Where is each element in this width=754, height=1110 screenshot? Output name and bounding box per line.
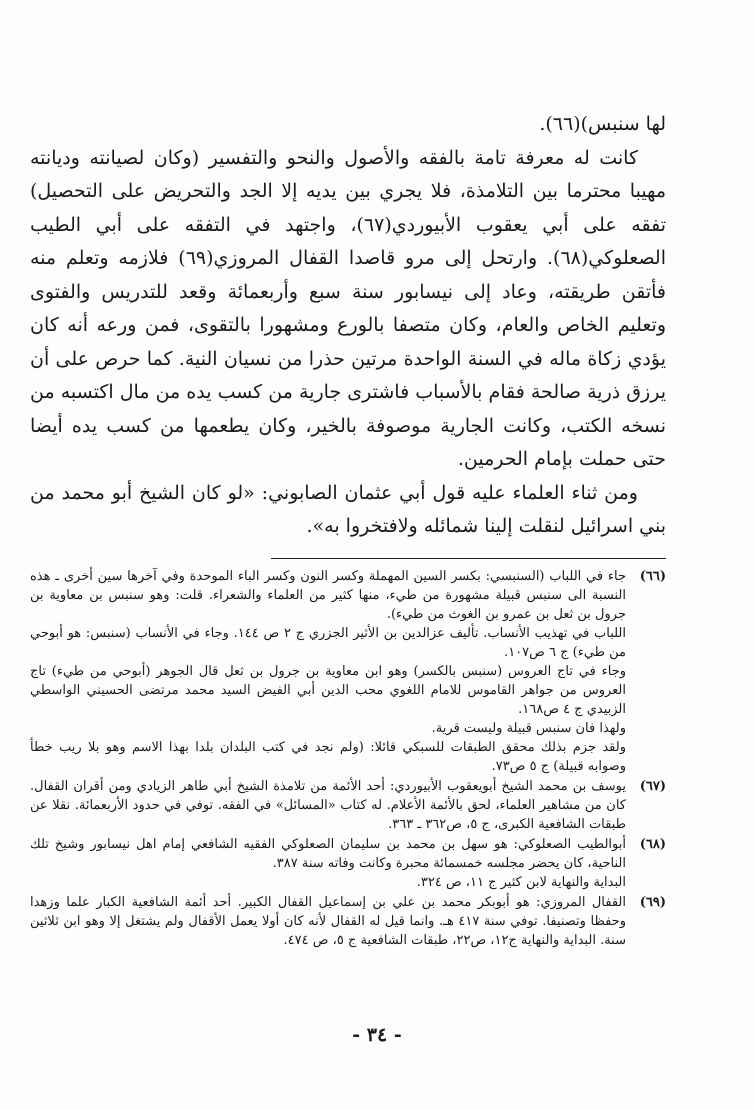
footnote-number: (٦٩) — [639, 894, 666, 910]
opening-line: لها سنبس)(٦٦). — [539, 113, 666, 135]
footnote-68 — [30, 835, 666, 892]
footnote-body — [30, 835, 626, 892]
page-content — [30, 108, 666, 951]
footnote-number: (٦٧) — [639, 778, 666, 794]
main-text — [30, 108, 666, 544]
footnote-line: جاء في اللباب (السنبسي: بكسر السين المهملة وكسر النون وكسر الباء الموحدة وفي آخرها سين أخرى ـ هذه النسبة الى سنبس قبيلة مشهورة من طيء، منها كثير من العلماء والشعراء. قلت: وهو سنبس بن معاوية بن جرول بن ثعل بن عمرو بن الغوث من طيء). — [30, 568, 626, 622]
footnote-body — [30, 567, 626, 776]
footnote-line: ولهذا فان سنبس قبيلة وليست قرية. — [431, 720, 626, 736]
footnote-line: البداية والنهاية لابن كثير ج ١١، ص ٣٢٤. — [416, 874, 626, 890]
footnotes — [30, 567, 666, 950]
footnote-69 — [30, 893, 666, 950]
paragraph-biography: كانت له معرفة تامة بالفقه والأصول والنحو والتفسير (وكان لصيانته وديانته مهيبا محترما بين التلامذة، فلا يجري بين يديه إلا الجد والتحريض على التحصيل) تفقه على أبي يعقوب الأبيوردي(٦٧)، واجتهد في التفقه على أبي الطيب الصعلوكي(٦٨). وارتحل إلى مرو قاصدا القفال المروزي(٦٩) فلازمه وتعلم منه فأتقن طريقته، وعاد إلى نيسابور سنة سبع وأربعمائة وقعد للتدريس والفتوى وتعليم الخاص والعام، وكان متصفا بالورع ومشهورا بالتقوى، فمن ورعه أنه كان يؤدي زكاة ماله في السنة الواحدة مرتين حذرا من نسيان النية. كما حرص على أن يرزق ذرية صالحة فقام بالأسباب فاشترى جارية من كسب يده من مال اكتسبه من نسخه الكتب، وكانت الجارية موصوفة بالخير، وكان يطعمها من كسب يده أيضا حتى حملت بإمام الحرمين. — [30, 146, 667, 470]
footnote-separator — [271, 558, 666, 559]
footnote-line: القفال المروزي: هو أبوبكر محمد بن علي بن إسماعيل القفال الكبير. أحد أئمة الشافعية الكبار علما وزهدا وحفظا وتصنيفا. توفي سنة ٤١٧ هـ. وانما قيل له القفال لأنه كان أولا يعمل الأقفال ولم يشتغل إلا وهو ابن ثلاثين سنة. البداية والنهاية ج١٢، ص٢٢، طبقات الشافعية ج ٥، ص ٤٧٤. — [30, 894, 626, 948]
footnote-line: وجاء في تاج العروس (سنبس بالكسر) وهو ابن معاوية بن جرول بن ثعل قال الجوهر (أبوحي من طيء) تاج العروس من جواهر القاموس للامام اللغوي محب الدين أبي الفيض السيد محمد مرتضى الحسيني الواسطي الزبيدي ج ٤ ص١٦٨. — [30, 663, 626, 717]
paragraph-praise: ومن ثناء العلماء عليه قول أبي عثمان الصابوني: «لو كان الشيخ أبو محمد من بني اسرائيل لنقلت إلينا شمائله ولافتخروا به». — [30, 481, 666, 537]
footnote-line: أبوالطيب الصعلوكي: هو سهل بن محمد بن سليمان الصعلوكي الفقيه الشافعي إمام اهل نيسابور وشيخ تلك الناحية، كان يحضر مجلسه خمسمائة محبرة وكانت وفاته سنة ٣٨٧. — [30, 836, 626, 871]
footnote-66 — [30, 567, 666, 776]
footnote-body — [30, 777, 626, 834]
footnote-body — [30, 893, 626, 950]
footnote-line: ولقد جزم بذلك محقق الطبقات للسبكي قائلا: (ولم نجد في كتب البلدان بلدا بهذا الاسم وهو بلا ريب خطأ وصوابه قبيلة) ج ٥ ص٧٣. — [30, 739, 626, 774]
footnote-line: يوسف بن محمد الشيخ أبويعقوب الأبيوردي: أحد الأئمة من تلامذة الشيخ أبي طاهر الزيادي ومن أقران القفال. كان من مشاهير العلماء، لحق بالأئمة الأعلام. له كتاب «المسائل» في الفقه. توفي في حدود الأربعمائة. نقلا عن طبقات الشافعية الكبرى، ج ٥، ص٣٦٢ ـ ٣٦٣. — [30, 778, 626, 832]
footnote-number: (٦٦) — [639, 568, 666, 584]
footnote-67 — [30, 777, 666, 834]
footnote-line: اللباب في تهذيب الأنساب. تأليف عزالدين بن الأثير الجزري ج ٢ ص ١٤٤. وجاء في الأنساب (سنبس: هو أبوحي من طيء) ج ٦ ص١٠٧. — [30, 625, 626, 660]
page-number: - ٣٤ - — [352, 1024, 402, 1046]
footnote-number: (٦٨) — [639, 836, 666, 852]
